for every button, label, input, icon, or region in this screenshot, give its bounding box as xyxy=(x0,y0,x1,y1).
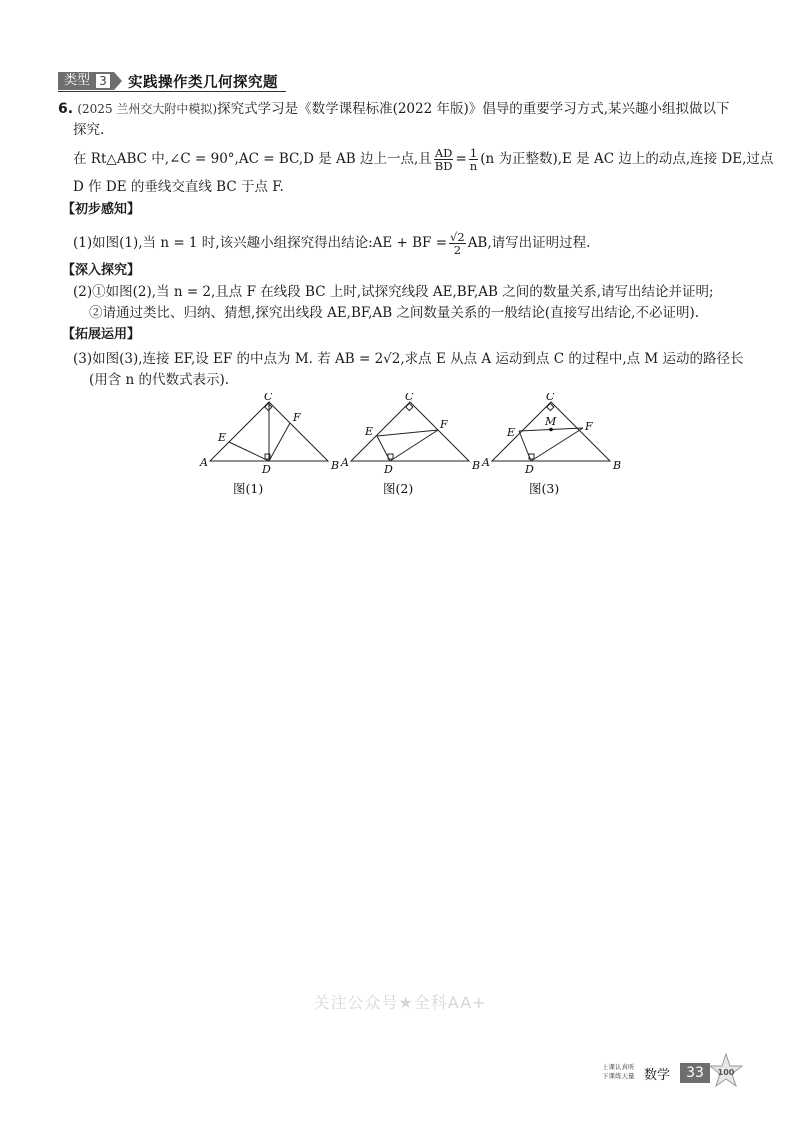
sqrt2-over-2-fraction xyxy=(449,231,466,256)
one-over-n-numerator: 1 xyxy=(469,146,478,160)
footer-subject: 数学 xyxy=(644,1068,671,1083)
type-tag-label: 类型 xyxy=(64,73,91,88)
geometry-figures xyxy=(195,393,625,503)
part1-line xyxy=(73,231,590,256)
sqrt2-denominator: 2 xyxy=(453,243,462,257)
part3-line-1: (3)如图(3),连接 EF,设 EF 的中点为 M. 若 AB = 2√2,求点 E 从点 A 运动到点 C 的过程中,点 M 运动的路径长 xyxy=(73,351,744,367)
section-header xyxy=(58,70,286,92)
part1-heading: 【初步感知】 xyxy=(62,202,141,217)
footer-slogan-line-2: 下课练天量 xyxy=(602,1072,635,1080)
part3-line-2: (用含 n 的代数式表示). xyxy=(89,372,230,388)
figure-1-label-e: E xyxy=(218,431,227,444)
figure-2-label-f: F xyxy=(440,418,448,431)
condition-text-pre: 在 Rt△ABC 中,∠C = 90°,AC = BC,D 是 AB 边上一点,且 xyxy=(73,151,432,167)
figure-1-label-f: F xyxy=(293,411,301,424)
type-tag-number: 3 xyxy=(96,74,110,88)
question-source: (2025 兰州交大附中模拟) xyxy=(77,102,218,116)
section-title: 实践操作类几何探究题 xyxy=(128,75,278,91)
condition-text-post: (n 为正整数),E 是 AC 边上的动点,连接 DE,过点 xyxy=(480,151,774,167)
figure-3-label-c: C xyxy=(546,393,555,403)
figure-3-midpoint-m xyxy=(549,428,553,432)
star-badge-icon xyxy=(708,1052,744,1092)
figure-3-labels xyxy=(481,393,621,476)
figure-2-segment-ef xyxy=(377,430,438,436)
figure-2-segment-df xyxy=(390,430,438,461)
figure-2-labels xyxy=(340,393,480,476)
part1-text-post: AB,请写出证明过程. xyxy=(467,235,591,251)
question-number: 6. xyxy=(58,101,74,117)
question-line-1 xyxy=(58,99,730,119)
part3-heading: 【拓展运用】 xyxy=(62,327,141,342)
figure-3-label-b: B xyxy=(613,459,622,472)
one-over-n-denominator: n xyxy=(469,159,478,173)
part1-text-pre: (1)如图(1),当 n = 1 时,该兴趣小组探究得出结论:AE + BF = xyxy=(73,235,448,251)
figure-2-label-e: E xyxy=(365,425,374,438)
sqrt2-numerator: √2 xyxy=(450,230,465,244)
watermark: 关注公众号★全科AA+ xyxy=(313,993,487,1012)
equals-sign: = xyxy=(455,151,467,167)
header-rule xyxy=(58,91,286,92)
figure-3-label-d: D xyxy=(525,463,534,476)
part2-line-1: (2)①如图(2),当 n = 2,且点 F 在线段 BC 上时,试探究线段 AE,BF,AB 之间的数量关系,请写出结论并证明; xyxy=(73,284,714,300)
figure-1 xyxy=(210,402,328,461)
figure-3-label-f: F xyxy=(585,420,593,433)
figure-3-segment-df xyxy=(531,428,583,461)
figure-2-label-c: C xyxy=(405,393,414,403)
figure-3-caption: 图(3) xyxy=(529,481,560,496)
ratio-fraction xyxy=(434,147,454,172)
figure-1-caption: 图(1) xyxy=(233,481,264,496)
figure-3-label-m: M xyxy=(545,415,557,428)
figure-1-label-c: C xyxy=(264,393,273,403)
figure-1-label-a: A xyxy=(200,456,208,469)
question-line-2: 探究. xyxy=(73,122,105,138)
page-number: 33 xyxy=(680,1063,710,1083)
ratio-denominator: BD xyxy=(434,159,453,173)
figure-1-label-d: D xyxy=(262,463,271,476)
figure-1-segment-df xyxy=(269,423,290,461)
figure-2-label-b: B xyxy=(472,459,481,472)
figure-2-label-d: D xyxy=(384,463,393,476)
figure-1-label-b: B xyxy=(331,459,340,472)
condition-line-1 xyxy=(73,147,773,172)
part2-line-2: ②请通过类比、归纳、猜想,探究出线段 AE,BF,AB 之间数量关系的一般结论(直接写出结论,不必证明). xyxy=(89,305,700,321)
figure-3-label-a: A xyxy=(482,456,490,469)
figure-2-label-a: A xyxy=(341,456,349,469)
ratio-numerator: AD xyxy=(434,146,453,160)
star-badge-text: 100 xyxy=(717,1068,735,1077)
page-footer xyxy=(600,1058,750,1092)
condition-line-2: D 作 DE 的垂线交直线 BC 于点 F. xyxy=(73,179,284,195)
figure-2-caption: 图(2) xyxy=(383,481,414,496)
part2-heading: 【深入探究】 xyxy=(62,263,141,278)
footer-slogan-line-1: 上课认真听 xyxy=(602,1063,635,1071)
question-intro-1: 探究式学习是《数学课程标准(2022 年版)》倡导的重要学习方式,某兴趣小组拟做以下 xyxy=(217,101,730,117)
figure-1-segment-de xyxy=(229,442,269,461)
one-over-n-fraction xyxy=(469,147,478,172)
type-tag xyxy=(58,72,114,90)
figure-3-label-e: E xyxy=(507,426,516,439)
footer-slogan xyxy=(602,1063,635,1081)
tag-arrow-icon xyxy=(114,72,122,90)
